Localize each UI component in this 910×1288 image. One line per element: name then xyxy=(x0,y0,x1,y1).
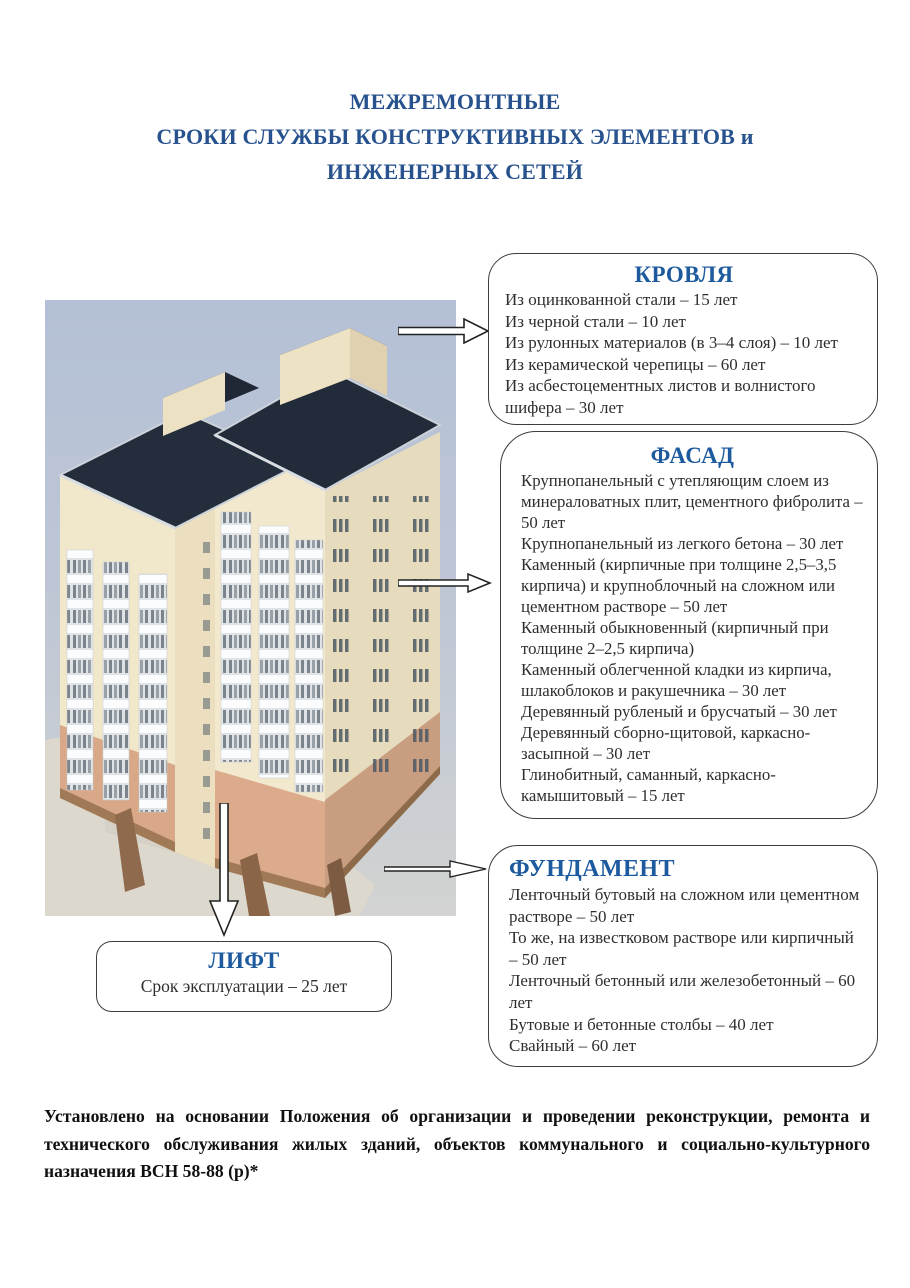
title-line-2: СРОКИ СЛУЖБЫ КОНСТРУКТИВНЫХ ЭЛЕМЕНТОВ и xyxy=(156,124,754,149)
roof-item: Из асбестоцементных листов и волнистого шифера – 30 лет xyxy=(505,376,816,417)
foundation-item: Ленточный бутовый на сложном или цементном растворе – 50 лет xyxy=(509,885,860,926)
foundation-item: Свайный – 60 лет xyxy=(509,1036,637,1056)
title-line-3: ИНЖЕНЕРНЫХ СЕТЕЙ xyxy=(326,159,584,184)
foundation-heading: ФУНДАМЕНТ xyxy=(509,856,675,882)
foundation-item: Бутовые и бетонные столбы – 40 лет xyxy=(509,1014,774,1034)
facade-item: Деревянный сборно-щитовой, каркасно-засыпной – 30 лет xyxy=(521,723,811,763)
facade-box xyxy=(500,431,878,819)
building-illustration xyxy=(45,300,456,916)
page-title xyxy=(0,84,910,189)
facade-item: Крупнопанельный из легкого бетона – 30 лет xyxy=(521,534,844,553)
foundation-item: То же, на известковом растворе или кирпичный – 50 лет xyxy=(509,928,854,969)
lift-heading: ЛИФТ xyxy=(208,948,280,973)
building-model-photo xyxy=(45,300,456,916)
roof-box xyxy=(488,253,878,425)
facade-item: Крупнопанельный с утепляющим слоем из минераловатных плит, цементного фибролита – 50 лет xyxy=(521,471,863,532)
facade-item: Каменный обыкновенный (кирпичный при толщине 2–2,5 кирпича) xyxy=(521,618,829,658)
facade-item: Деревянный рубленый и брусчатый – 30 лет xyxy=(521,702,837,721)
facade-item: Каменный облегченной кладки из кирпича, шлакоблоков и ракушечника – 30 лет xyxy=(521,660,832,700)
facade-item: Каменный (кирпичные при толщине 2,5–3,5 кирпича) и крупноблочный на сложном или цементном растворе – 50 лет xyxy=(521,555,837,616)
roof-item: Из рулонных материалов (в 3–4 слоя) – 10 лет xyxy=(505,333,838,353)
facade-heading: ФАСАД xyxy=(650,443,735,468)
lift-service-life: Срок эксплуатации – 25 лет xyxy=(140,976,348,996)
roof-item: Из керамической черепицы – 60 лет xyxy=(505,354,766,374)
foundation-item: Ленточный бетонный или железобетонный – 60 лет xyxy=(509,971,856,1012)
roof-item: Из оцинкованной стали – 15 лет xyxy=(505,290,738,309)
roof-item: Из черной стали – 10 лет xyxy=(505,311,686,331)
title-line-1: МЕЖРЕМОНТНЫЕ xyxy=(349,89,561,114)
foundation-box xyxy=(488,845,878,1067)
facade-item: Глинобитный, саманный, каркасно-камышитовый – 15 лет xyxy=(521,765,776,805)
roof-heading: КРОВЛЯ xyxy=(634,262,734,287)
footer-note: Установлено на основании Положения об организации и проведении реконструкции, ремонта и технического обслуживания жилых зданий, объектов коммунального и социально-культурного назначения ВСН 58-88 (р)* xyxy=(44,1106,870,1181)
lift-box xyxy=(96,941,392,1012)
